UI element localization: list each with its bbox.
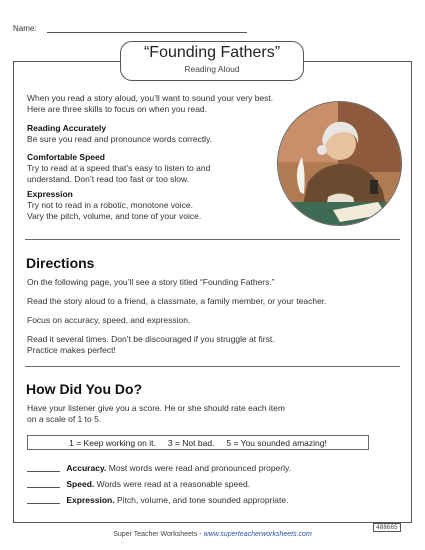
section-divider <box>25 366 400 367</box>
footer-brand: Super Teacher Worksheets <box>113 531 198 538</box>
title-box <box>120 41 304 81</box>
score-label: Accuracy. <box>66 463 107 473</box>
section-divider <box>25 239 400 240</box>
skill-title: Expression <box>27 189 73 199</box>
skill-title: Reading Accurately <box>27 123 107 133</box>
rating-scale-box <box>27 435 369 450</box>
skill-title: Comfortable Speed <box>27 152 105 162</box>
score-label: Expression. <box>66 495 115 505</box>
score-row-accuracy <box>27 463 291 473</box>
skill-line: understand. Don’t read too fast or too slow. <box>27 174 190 184</box>
evaluation-line: on a scale of 1 to 5. <box>27 414 102 424</box>
evaluation-line: Have your listener give you a score. He or she should rate each item <box>27 403 285 413</box>
directions-p4 <box>27 334 387 356</box>
score-row-expression <box>27 495 288 505</box>
score-text: Words were read at a reasonable speed. <box>96 479 251 489</box>
skill-line: Try not to read in a robotic, monotone voice. <box>27 200 193 210</box>
skill-line: Try to read at a speed that’s easy to listen to and <box>27 163 211 173</box>
footer <box>0 531 425 538</box>
worksheet-title: “Founding Fathers” <box>143 44 281 61</box>
score-text: Most words were read and pronounced properly. <box>108 463 291 473</box>
portrait-illustration <box>277 101 402 226</box>
skill-line: Be sure you read and pronounce words correctly. <box>27 134 213 144</box>
score-text: Pitch, volume, and tone sounded appropriate. <box>116 495 289 505</box>
intro-line: When you read a story aloud, you’ll want to sound your very best. <box>27 93 274 103</box>
footer-url[interactable]: www.superteacherworksheets.com <box>203 531 312 538</box>
name-line <box>47 32 247 33</box>
skill-expression <box>27 189 327 222</box>
name-row <box>13 24 37 33</box>
directions-p1: On the following page, you’ll see a story titled “Founding Fathers.” <box>27 277 275 287</box>
footer-separator: - <box>197 531 204 538</box>
worksheet-code: 488665 <box>373 523 401 532</box>
score-row-speed <box>27 479 250 489</box>
score-blank[interactable] <box>27 503 60 504</box>
directions-p3: Focus on accuracy, speed, and expression. <box>27 315 191 325</box>
skill-line: Vary the pitch, volume, and tone of your voice. <box>27 211 202 221</box>
scale-item: 3 = Not bad. <box>167 437 215 448</box>
directions-line: Read it several times. Don’t be discouraged if you struggle at first. <box>27 334 275 344</box>
directions-heading: Directions <box>26 255 95 271</box>
intro-line: Here are three skills to focus on when you read. <box>27 104 208 114</box>
evaluation-heading: How Did You Do? <box>26 381 143 397</box>
score-blank[interactable] <box>27 487 60 488</box>
directions-p2: Read the story aloud to a friend, a classmate, a family member, or your teacher. <box>27 296 327 306</box>
score-blank[interactable] <box>27 471 60 472</box>
evaluation-intro <box>27 403 387 425</box>
score-label: Speed. <box>66 479 95 489</box>
name-label: Name: <box>13 24 37 33</box>
intro-text <box>27 93 327 115</box>
directions-line: Practice makes perfect! <box>27 345 116 355</box>
scale-item: 5 = You sounded amazing! <box>226 437 327 448</box>
worksheet-subtitle: Reading Aloud <box>184 64 240 74</box>
scale-item: 1 = Keep working on it. <box>69 437 156 448</box>
